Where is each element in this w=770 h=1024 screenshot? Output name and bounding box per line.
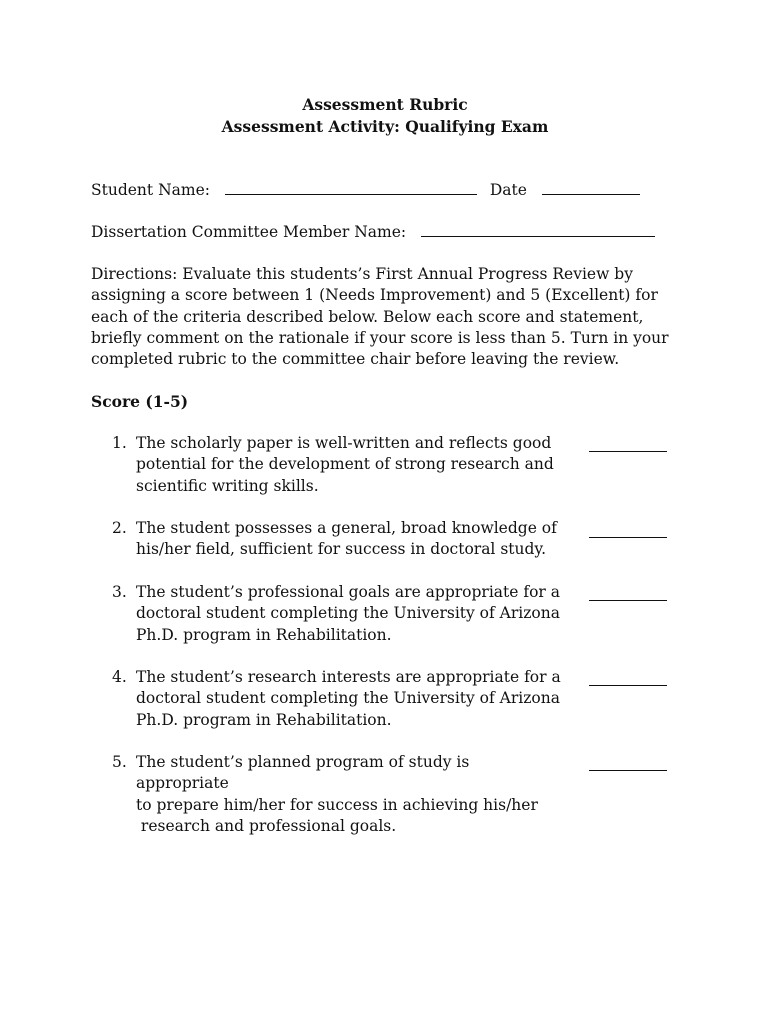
criterion-text: [136, 582, 566, 646]
student-name-field[interactable]: [225, 180, 477, 195]
criterion-line: potential for the development of strong research and: [136, 455, 554, 474]
criterion-line: doctoral student completing the University of Arizona: [136, 604, 560, 623]
document-subtitle: Assessment Activity: Qualifying Exam: [221, 117, 549, 136]
document-title: Assessment Rubric: [302, 95, 468, 114]
criterion-number: 3.: [112, 583, 127, 601]
committee-member-label: Dissertation Committee Member Name:: [91, 223, 407, 241]
criterion-line: to prepare him/her for success in achieving his/her: [136, 795, 538, 814]
criterion-line: The student’s planned program of study is appropriate: [136, 753, 470, 793]
criterion-text: [136, 433, 566, 497]
score-heading: Score (1-5): [91, 392, 189, 411]
criterion-number: 1.: [112, 434, 127, 452]
date-field[interactable]: [542, 180, 640, 195]
criterion-line: The student’s professional goals are appropriate for a: [136, 583, 560, 601]
criterion-number: 2.: [112, 519, 127, 537]
criterion-line: The student’s research interests are appropriate for a: [136, 668, 561, 686]
criterion-line: Ph.D. program in Rehabilitation.: [136, 710, 392, 729]
criterion-line: The scholarly paper is well-written and reflects good: [136, 434, 552, 452]
criterion-number: 5.: [112, 753, 127, 771]
criterion-line: scientific writing skills.: [136, 476, 319, 495]
criterion-text: [136, 518, 566, 561]
criterion-text: [136, 667, 566, 731]
student-name-label: Student Name:: [91, 181, 210, 199]
criterion-text: [136, 752, 566, 837]
criterion-line: research and professional goals.: [136, 816, 397, 835]
criterion-line: The student possesses a general, broad knowledge of: [136, 519, 557, 537]
date-label: Date: [489, 181, 527, 199]
criterion-line: doctoral student completing the University of Arizona: [136, 689, 560, 708]
score-field-5[interactable]: [589, 770, 667, 771]
score-field-3[interactable]: [589, 600, 667, 601]
criterion-number: 4.: [112, 668, 127, 686]
score-field-2[interactable]: [589, 537, 667, 538]
criterion-line: his/her field, sufficient for success in doctoral study.: [136, 540, 547, 559]
criterion-line: Ph.D. program in Rehabilitation.: [136, 625, 392, 644]
score-field-1[interactable]: [589, 451, 667, 452]
committee-member-row: [91, 221, 655, 243]
student-name-row: [91, 179, 640, 201]
score-field-4[interactable]: [589, 685, 667, 686]
committee-member-field[interactable]: [421, 222, 655, 237]
directions-text: Directions: Evaluate this students’s First Annual Progress Review by assigning a score between 1 (Needs Improvement) and 5 (Excellent) for each of the criteria described below. Below each score and statement, briefly comment on the rationale if your score is less than 5. Turn in your completed rubric to the committee chair before leaving the review.: [91, 265, 669, 369]
